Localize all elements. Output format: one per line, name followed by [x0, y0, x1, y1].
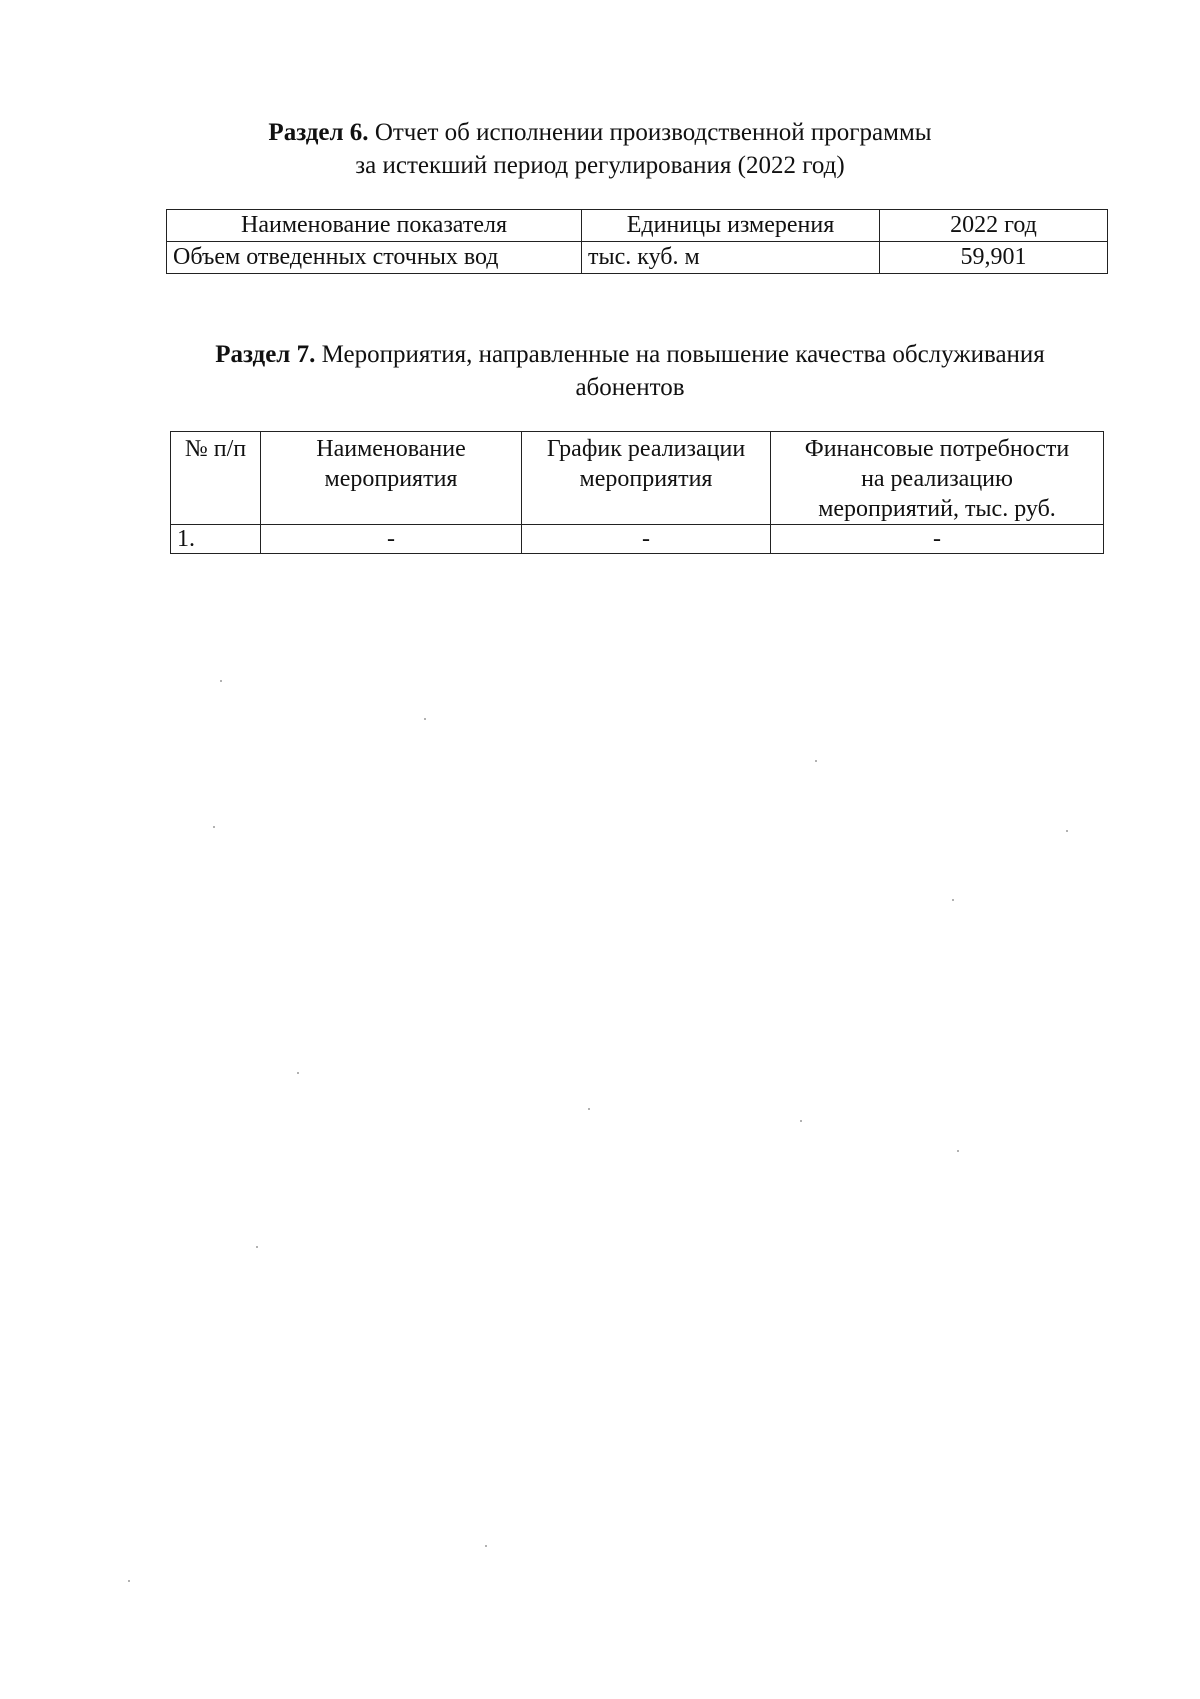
scan-speck — [588, 1108, 590, 1110]
section-6-title-line-2: за истекший период регулирования (2022 год) — [355, 152, 845, 179]
section-7-title-line-1 — [150, 338, 1110, 371]
header-number — [171, 432, 261, 525]
header-financial-needs — [771, 432, 1104, 525]
header-financial-needs-line-1: Финансовые потребности — [804, 436, 1070, 462]
header-schedule-line-1: График реализации — [546, 436, 746, 462]
scan-speck — [957, 1150, 959, 1152]
scan-speck — [213, 826, 215, 828]
table-header-row — [167, 210, 1108, 242]
table-row — [167, 242, 1108, 274]
scan-speck — [297, 1072, 299, 1074]
scan-speck — [485, 1545, 487, 1547]
header-measure-name-line-2: мероприятия — [324, 466, 458, 492]
section-6-title-line-1 — [160, 116, 1040, 149]
cell-number: 1. — [171, 525, 261, 554]
header-measure-name — [261, 432, 522, 525]
scan-speck — [128, 1580, 130, 1582]
header-financial-needs-line-2: на реализацию — [861, 466, 1013, 492]
service-quality-measures-table — [170, 431, 1104, 554]
header-measure-name-line-1: Наименование — [316, 436, 466, 462]
section-6-heading — [160, 116, 1040, 182]
scan-speck — [815, 760, 817, 762]
header-financial-needs-line-3: мероприятий, тыс. руб. — [818, 496, 1056, 522]
cell-indicator-name: Объем отведенных сточных вод — [167, 242, 582, 274]
section-6-label: Раздел 6. — [268, 119, 369, 146]
section-7-label: Раздел 7. — [215, 341, 316, 368]
header-indicator-name: Наименование показателя — [167, 210, 582, 242]
table-header-row — [171, 432, 1104, 525]
scan-speck — [256, 1246, 258, 1248]
section-7-heading — [150, 338, 1110, 404]
header-schedule-line-2: мероприятия — [579, 466, 713, 492]
section-7-title-line-2: абонентов — [575, 374, 685, 401]
cell-units: тыс. куб. м — [582, 242, 880, 274]
header-schedule — [522, 432, 771, 525]
header-number-text: № п/п — [184, 436, 247, 462]
section-7-title: Мероприятия, направленные на повышение качества обслуживания — [321, 341, 1045, 368]
production-program-report-table — [166, 209, 1108, 274]
section-6-title: Отчет об исполнении производственной программы — [374, 119, 932, 146]
cell-value: 59,901 — [880, 242, 1108, 274]
scan-speck — [220, 680, 222, 682]
cell-financial-needs: - — [771, 525, 1104, 554]
scan-speck — [424, 718, 426, 720]
scan-speck — [952, 899, 954, 901]
scan-speck — [800, 1120, 802, 1122]
table-row — [171, 525, 1104, 554]
header-year: 2022 год — [880, 210, 1108, 242]
cell-measure-name: - — [261, 525, 522, 554]
header-units: Единицы измерения — [582, 210, 880, 242]
scan-speck — [1066, 830, 1068, 832]
cell-schedule: - — [522, 525, 771, 554]
